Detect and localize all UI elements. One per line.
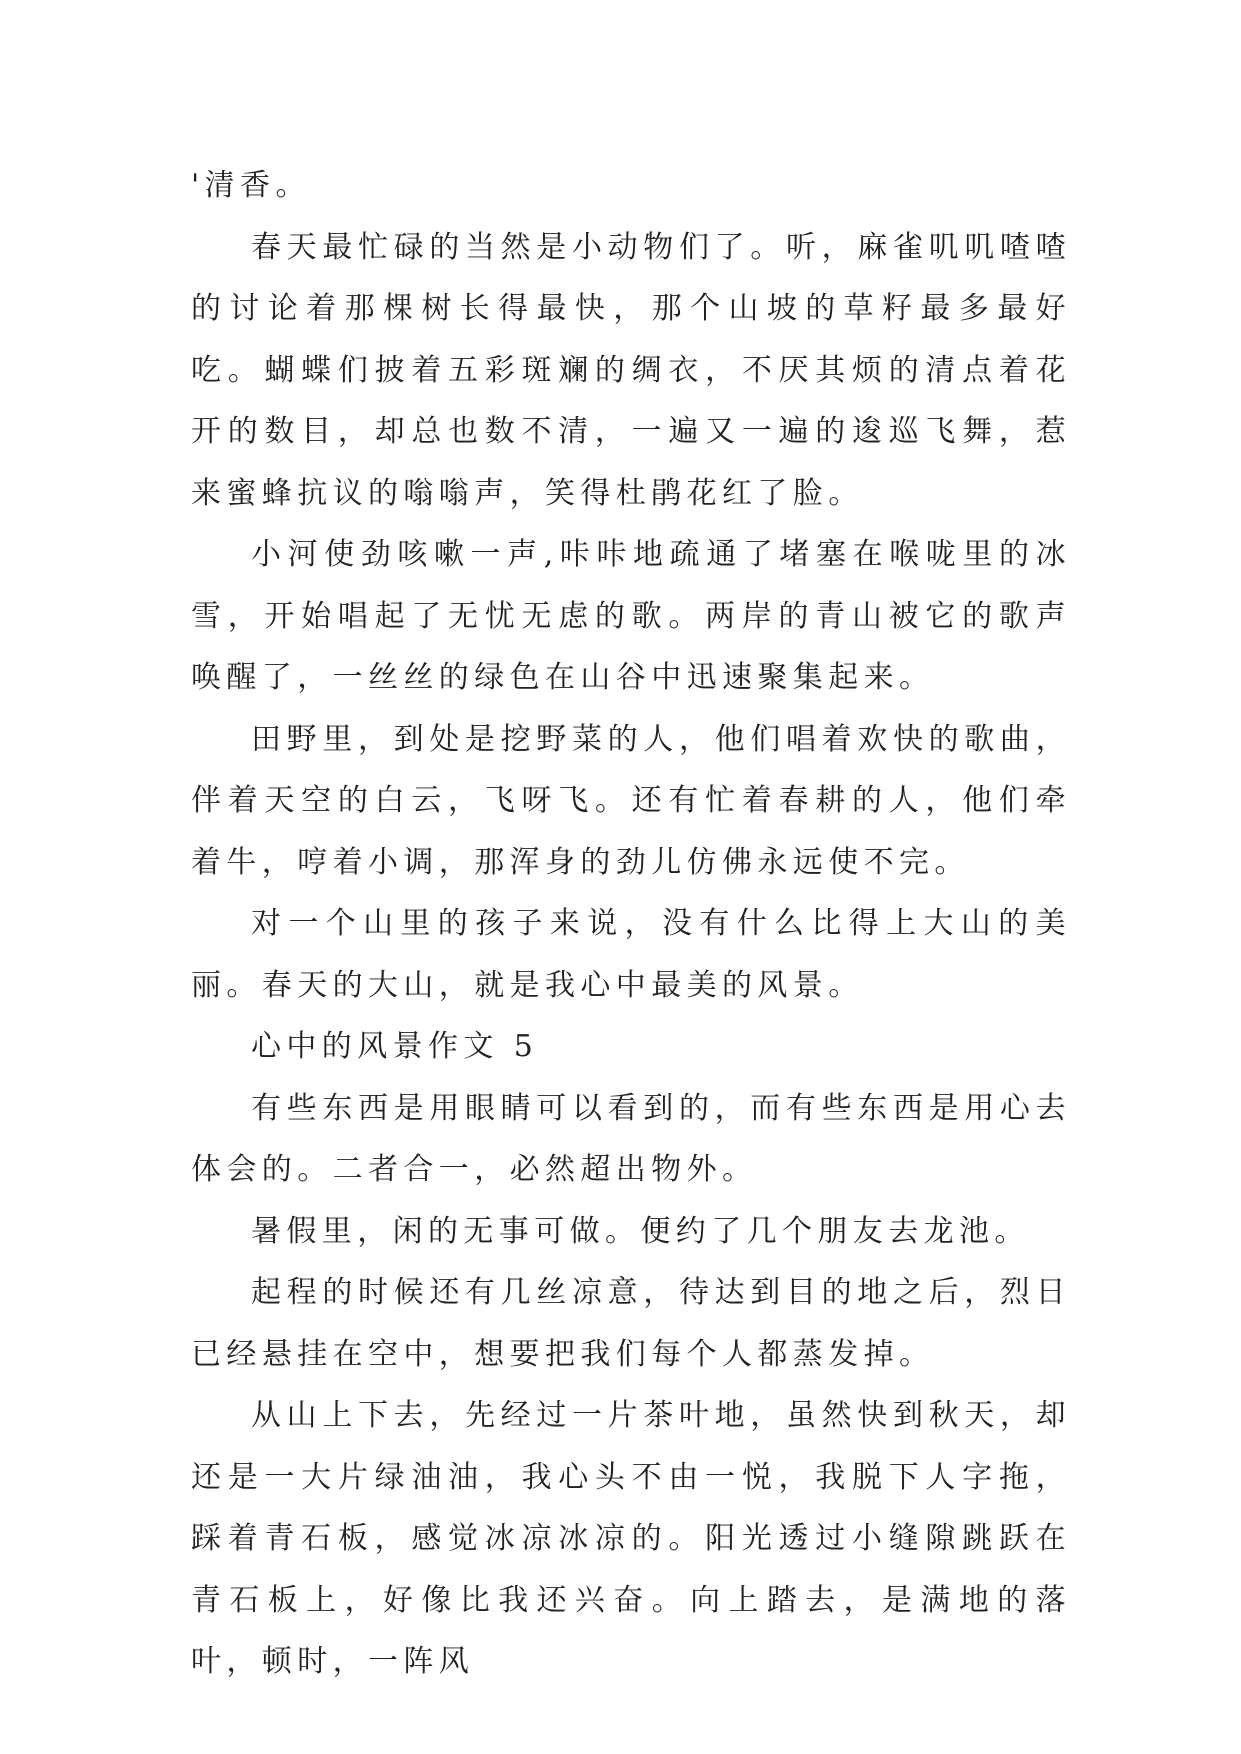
paragraph-continuation: '清香。 (191, 168, 311, 203)
paragraph-mountain: 从山上下去，先经过一片茶叶地，虽然快到秋天，却还是一大片绿油油，我心头不由一悦，我脱下人字拖，踩着青石板，感觉冰凉冰凉的。阳光透过小缝隙跳跃在青石板上，好像比我还兴奋。向上踏去，是满地的落叶，顿时，一阵风 (191, 1398, 1071, 1679)
paragraph-intro: 有些东西是用眼睛可以看到的，而有些东西是用心去体会的。二者合一，必然超出物外。 (191, 1090, 1071, 1187)
paragraph-river: 小河使劲咳嗽一声,咔咔地疏通了堵塞在喉咙里的冰雪，开始唱起了无忧无虑的歌。两岸的青山被它的歌声唤醒了，一丝丝的绿色在山谷中迅速聚集起来。 (191, 537, 1071, 695)
paragraph-departure: 起程的时候还有几丝凉意，待达到目的地之后，烈日已经悬挂在空中，想要把我们每个人都蒸发掉。 (191, 1275, 1071, 1372)
section-heading: 心中的风景作文 5 (251, 1029, 539, 1064)
paragraph-summer: 暑假里，闲的无事可做。便约了几个朋友去龙池。 (251, 1213, 1030, 1249)
paragraph-conclusion: 对一个山里的孩子来说，没有什么比得上大山的美丽。春天的大山，就是我心中最美的风景。 (191, 906, 1071, 1003)
paragraph-animals: 春天最忙碌的当然是小动物们了。听，麻雀叽叽喳喳的讨论着那棵树长得最快，那个山坡的草籽最多最好吃。蝴蝶们披着五彩斑斓的绸衣，不厌其烦的清点着花开的数目，却总也数不清，一遍又一遍的逡巡飞舞，惹来蜜蜂抗议的嗡嗡声，笑得杜鹃花红了脸。 (191, 229, 1071, 511)
article-body (191, 155, 1071, 1693)
paragraph-fields: 田野里，到处是挖野菜的人，他们唱着欢快的歌曲，伴着天空的白云，飞呀飞。还有忙着春耕的人，他们牵着牛，哼着小调，那浑身的劲儿仿佛永远使不完。 (191, 721, 1071, 880)
